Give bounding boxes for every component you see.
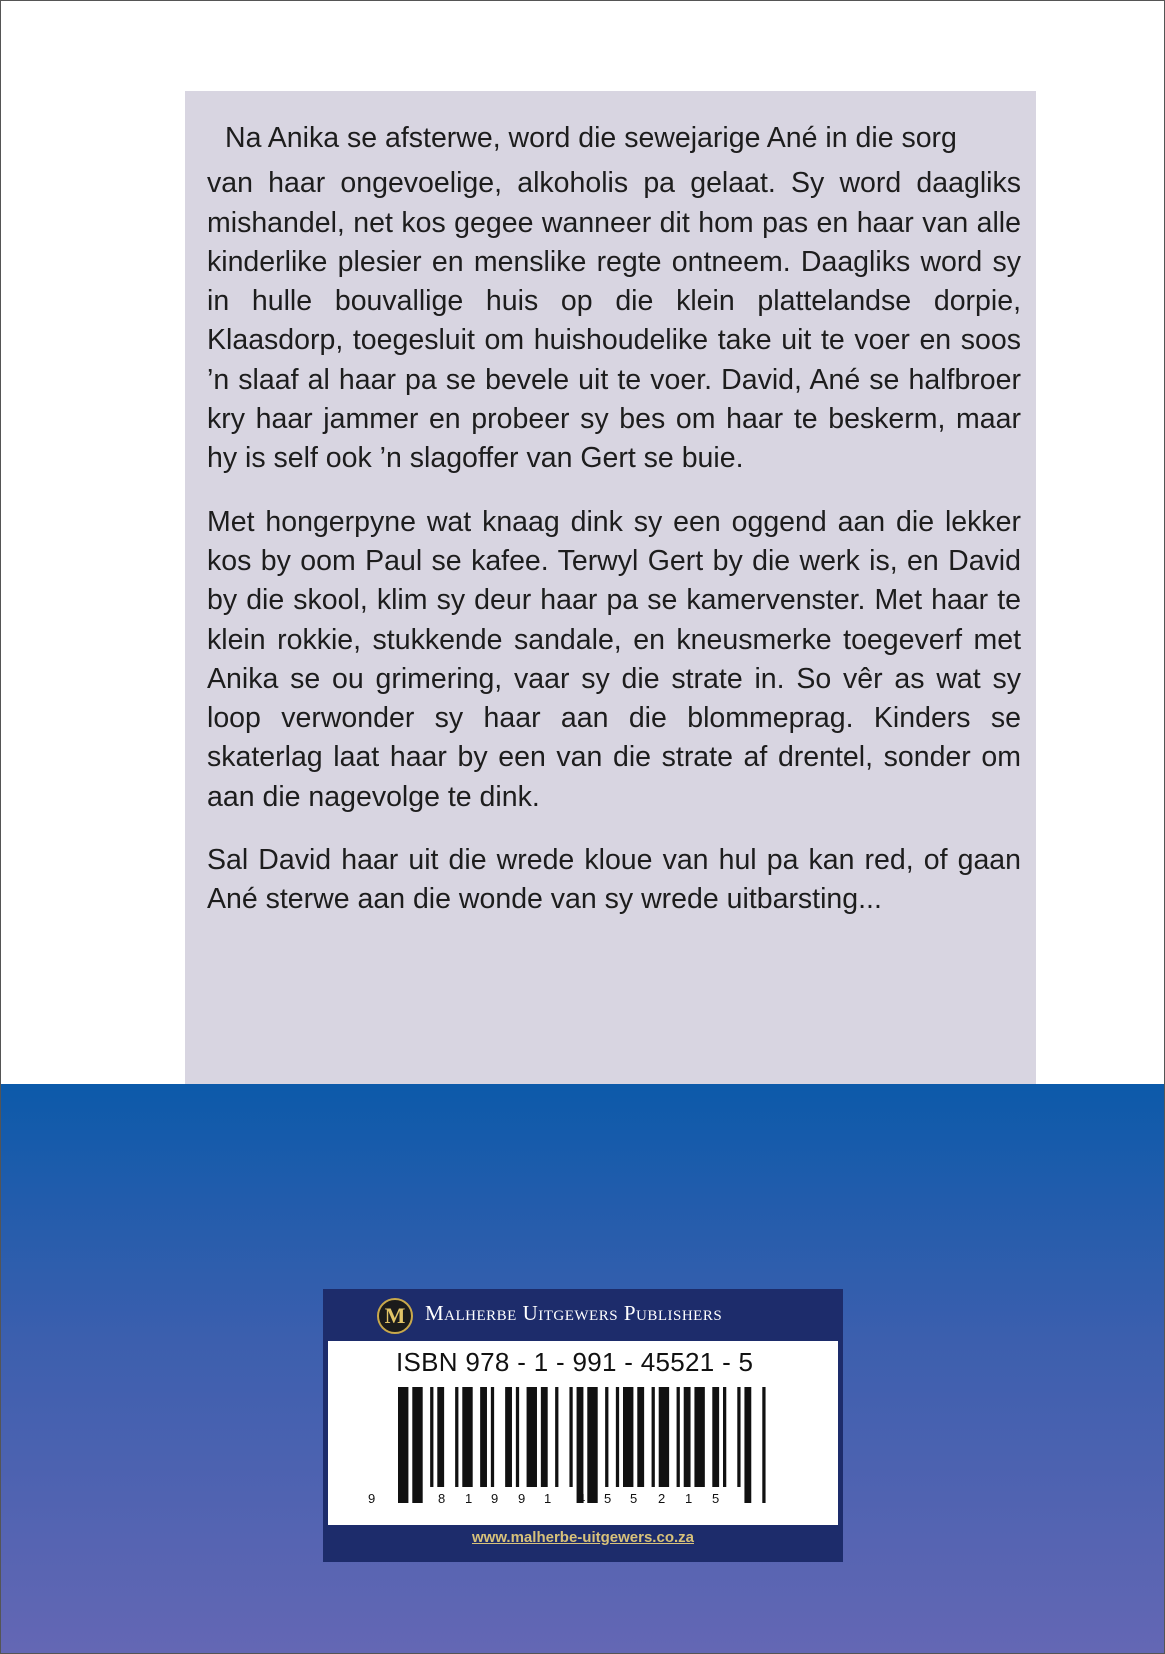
barcode-bar [569, 1387, 572, 1487]
barcode-bar [577, 1387, 584, 1503]
barcode-bar [516, 1387, 519, 1487]
barcode-bar [684, 1387, 691, 1487]
blurb-paragraph-3: Sal David haar uit die wrede kloue van hul pa kan red, of gaan Ané sterwe aan die wonde van sy wrede uitbarsting... [207, 844, 1021, 916]
barcode-bar [762, 1387, 765, 1503]
barcode-bar [541, 1387, 548, 1487]
barcode-digit: 8 [438, 1491, 446, 1506]
barcode-bar [677, 1387, 680, 1487]
barcode-bar [555, 1387, 558, 1487]
isbn-label: ISBN 978 - 1 - 991 - 45521 - 5 [396, 1347, 754, 1377]
barcode-digit: 7 [412, 1491, 420, 1506]
barcode-bar [480, 1387, 487, 1487]
barcode-bar [652, 1387, 655, 1487]
barcode-bar [723, 1387, 726, 1487]
barcode-graphic [328, 1341, 838, 1525]
barcode-bar [623, 1387, 633, 1487]
barcode-digit: 9 [491, 1491, 499, 1506]
publisher-name: Malherbe Uitgewers Publishers [425, 1301, 723, 1325]
barcode-panel [328, 1341, 838, 1525]
barcode-digit: 9 [368, 1491, 376, 1506]
barcode-digit: 1 [465, 1491, 473, 1506]
blurb-panel [185, 91, 1036, 1084]
barcode-bar [437, 1387, 444, 1487]
barcode-bar [462, 1387, 472, 1487]
barcode-digit: 2 [658, 1491, 666, 1506]
barcode-digit: 4 [578, 1491, 586, 1506]
blurb-paragraph-2: Met hongerpyne wat knaag dink sy een oggend aan die lekker kos by oom Paul se kafee. Terwyl Gert by die werk is, en David by die skool, klim sy deur haar pa se kamervenster. Met haar te klein rokkie, stukkende sandale, en kneusmerke toegeverf met Anika se ou grimering, vaar sy die strate in. So vêr as wat sy loop verwonder sy haar aan die blommeprag. Kinders se skaterlag laat haar by een van die strate af drentel, sonder om aan die nagevolge te dink. [207, 505, 1021, 813]
barcode-bar [637, 1387, 644, 1487]
publisher-logo-letter: M [384, 1303, 406, 1328]
barcode-bar [605, 1387, 608, 1487]
blurb-text [207, 119, 1021, 920]
blurb-paragraph-1-body: van haar ongevoelige, alkoholis pa gelaat. Sy word daagliks mishandel, net kos gegee wanneer dit hom pas en haar van alle kinderlike plesier en menslike regte ontneem. Daagliks word sy in hulle bouvallige huis op die klein plattelandse dorpie, Klaasdorp, toegesluit om huishoudelike take uit te voer en soos ’n slaaf al haar pa se bevele uit te voer. David, Ané se halfbroer kry haar jammer en probeer sy bes om haar te beskerm, maar hy is self ook ’n slagoffer van Gert se buie. [207, 167, 1021, 475]
publisher-website-link[interactable]: www.malherbe-uitgewers.co.za [471, 1529, 694, 1546]
barcode-bar [527, 1387, 537, 1487]
barcode-bar [659, 1387, 669, 1487]
barcode-digit: 5 [712, 1491, 720, 1506]
barcode-bar [744, 1387, 751, 1503]
barcode-digit: 1 [544, 1491, 552, 1506]
barcode-bar [491, 1387, 494, 1487]
barcode-bar [455, 1387, 458, 1487]
blurb-paragraph-1 [207, 119, 1021, 479]
barcode-bar [712, 1387, 719, 1487]
barcode-bar [694, 1387, 704, 1487]
barcode-digit: 5 [630, 1491, 638, 1506]
barcode-bar [616, 1387, 619, 1487]
barcode-bar [737, 1387, 740, 1487]
publisher-bar [323, 1289, 843, 1341]
barcode-bar [430, 1387, 433, 1487]
publisher-logo-icon [377, 1298, 413, 1334]
barcode-bar [505, 1387, 512, 1487]
barcode-digit: 9 [518, 1491, 526, 1506]
blurb-paragraph-1-first-line: Na Anika se afsterwe, word die sewejarige Ané in die sorg [225, 122, 957, 154]
barcode-digit: 1 [685, 1491, 693, 1506]
barcode-bar [398, 1387, 408, 1503]
barcode-digit: 5 [604, 1491, 612, 1506]
barcode-bar [587, 1387, 597, 1503]
barcode-bar [412, 1387, 422, 1503]
isbn-box [323, 1289, 843, 1562]
